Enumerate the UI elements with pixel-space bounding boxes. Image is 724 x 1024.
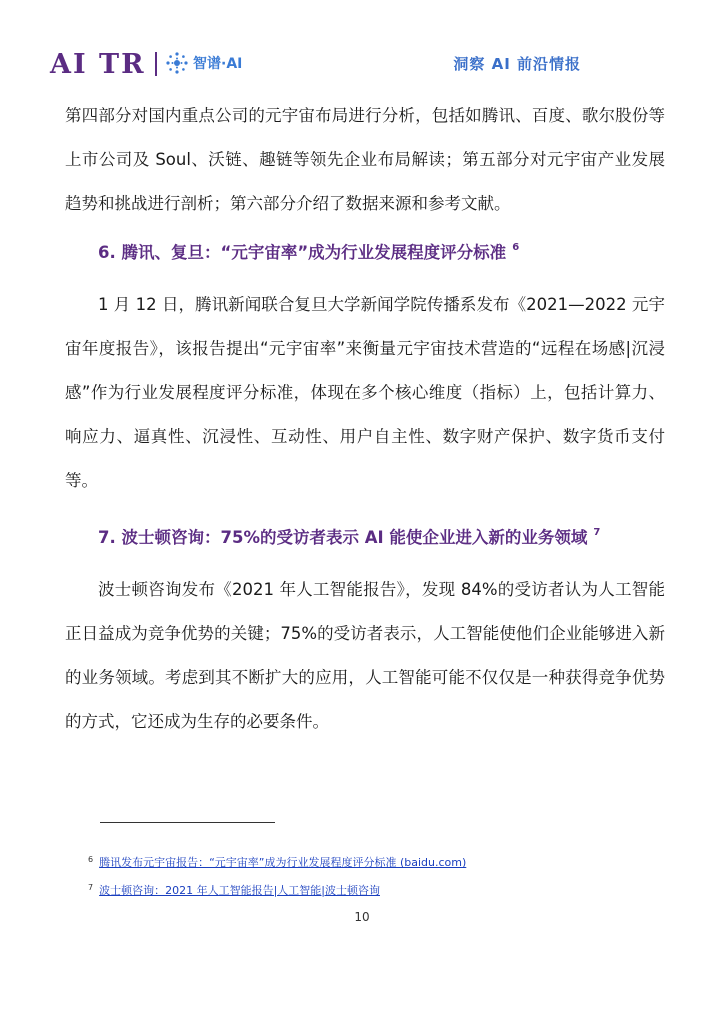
zhipu-brand: 智谱·AI (193, 56, 243, 72)
section-6-paragraph: 1 月 12 日，腾讯新闻联合复旦大学新闻学院传播系发布《2021—2022 元宇宙年度报告》，该报告提出“元宇宙率”来衡量元宇宙技术营造的“远程在场感|沉浸感”作为行业发展程度评分标准，体现在多个核心维度（指标）上，包括计算力、响应力、逼真性、沉浸性、互动性、用户自主性、数字财产保护、数字货币支付等。 (65, 295, 665, 490)
intro-paragraph: 第四部分对国内重点公司的元宇宙布局进行分析，包括如腾讯、百度、歌尔股份等上市公司及 Soul、沃链、趣链等领先企业布局解读；第五部分对元宇宙产业发展趋势和挑战进行剖析；第六部分介绍了数据来源和参考文献。 (65, 106, 665, 213)
page-header (0, 0, 724, 90)
section-6-title: 6. 腾讯、复旦：“元宇宙率”成为行业发展程度评分标准 (98, 243, 507, 262)
section-7-title: 7. 波士顿咨询：75%的受访者表示 AI 能使企业进入新的业务领域 (98, 528, 588, 547)
footnote-divider (100, 822, 275, 823)
footnote-7 (88, 880, 380, 899)
footnote-link-7[interactable]: 波士顿咨询：2021 年人工智能报告|人工智能|波士顿咨询 (99, 884, 380, 897)
star-cluster-icon (165, 51, 189, 75)
section-7-heading (65, 511, 665, 560)
logo-divider (155, 52, 157, 76)
footnote-ref-7[interactable]: 7 (593, 527, 601, 538)
header-tagline: 洞察 AI 前沿情报 (453, 55, 581, 73)
aitr-logo: AI TR (50, 49, 146, 80)
page-number: 10 (354, 910, 370, 924)
section-7-paragraph: 波士顿咨询发布《2021 年人工智能报告》，发现 84%的受访者认为人工智能正日益成为竞争优势的关键；75%的受访者表示，人工智能使他们企业能够进入新的业务领域。考虑到其不断扩大的应用，人工智能可能不仅仅是一种获得竞争优势的方式，它还成为生存的必要条件。 (65, 580, 665, 731)
footnote-number: 6 (88, 855, 94, 864)
footnote-link-6[interactable]: 腾讯发布元宇宙报告：“元宇宙率”成为行业发展程度评分标准 (baidu.com) (99, 856, 467, 869)
footnote-6 (88, 852, 466, 871)
section-6-heading (65, 226, 665, 275)
footnote-ref-6[interactable]: 6 (512, 242, 520, 253)
footnote-number: 7 (88, 883, 94, 892)
main-content (65, 94, 665, 744)
